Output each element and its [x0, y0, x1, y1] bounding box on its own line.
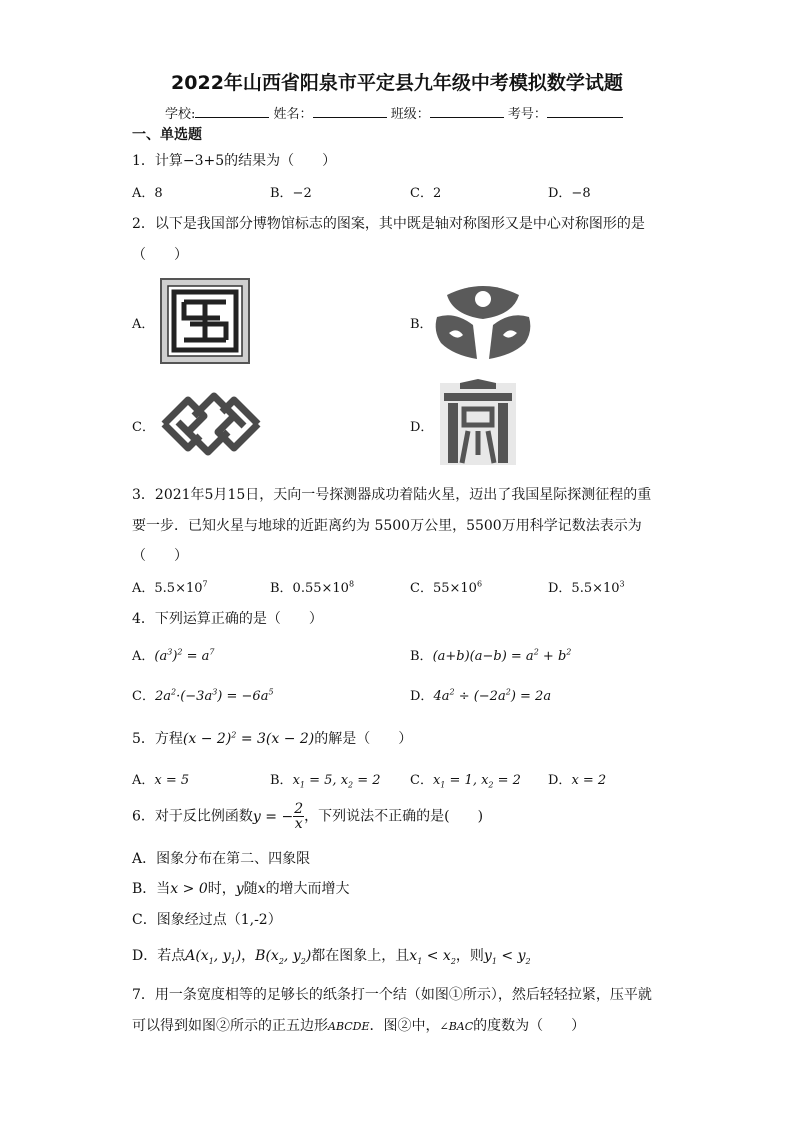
q6-option-d-pre: D．若点: [132, 948, 186, 964]
q3-option-d-text: D．5.5×10: [548, 581, 620, 596]
q4-option-b-formula: $(a+b)(a-b) = a^2 + b^2$: [432, 647, 572, 664]
q3-option-d[interactable]: [548, 577, 625, 596]
student-info-line: [165, 103, 623, 122]
q4-option-a-formula: $(a^3)^2 = a^7$: [154, 647, 215, 664]
q5-option-b[interactable]: [270, 769, 381, 790]
q6-option-d-point-b: $B(x_2$, $y_2$): [255, 948, 312, 966]
q6-option-d-point-a: $A(x_1$, $y_1$): [185, 948, 242, 966]
class-label: 班级：: [390, 107, 430, 122]
q5-option-d[interactable]: [548, 769, 606, 788]
q4-option-b-label: B．: [410, 649, 433, 664]
q6-option-d[interactable]: [132, 945, 531, 966]
q6-option-a[interactable]: A．图象分布在第二、四象限: [132, 851, 311, 867]
q6-option-d-mid3: ，则: [455, 948, 484, 964]
q6-option-b-cond: x > 0: [170, 881, 208, 897]
q6-stem-pre: 6．对于反比例函数: [132, 808, 253, 825]
q7-line2-mid: ．图②中，: [369, 1018, 440, 1034]
school-blank[interactable]: [195, 105, 269, 118]
q6-option-b[interactable]: [132, 878, 350, 898]
q6-option-d-result: $y_1 < y_2$: [483, 948, 531, 966]
q3-option-c-text: C．55×10: [410, 581, 477, 596]
section-heading: 一、单选题: [132, 127, 202, 143]
q2-option-d[interactable]: D．: [410, 420, 434, 435]
number-blank[interactable]: [547, 105, 623, 118]
q5-stem: [132, 728, 412, 748]
q4-option-d-formula: $4a^2 \div (-2a^2) = 2a$: [433, 687, 552, 704]
name-blank[interactable]: [313, 105, 387, 118]
q7-line2: [132, 1015, 585, 1035]
q5-option-a-label: A．: [132, 773, 155, 788]
school-label: 学校:: [165, 107, 196, 122]
q7-line2-post: 的度数为（ ）: [473, 1018, 586, 1034]
q1-option-b[interactable]: B．−2: [270, 186, 312, 201]
q6-option-c[interactable]: C．图象经过点（1,-2）: [132, 912, 282, 928]
q2-paren: （ ）: [132, 247, 188, 263]
q6-option-d-cond: $x_1 < x_2$: [409, 948, 456, 966]
q3-option-a-exp: 7: [202, 579, 208, 589]
q5-option-d-formula: x = 2: [571, 773, 607, 788]
q4-option-b[interactable]: [410, 645, 571, 664]
q7-angle: ∠BAC: [439, 1020, 474, 1033]
q4-option-a[interactable]: [132, 645, 215, 664]
q7-line2-pre: 可以得到如图②所示的正五边形: [132, 1018, 328, 1034]
name-label: 姓名：: [273, 107, 313, 122]
q5-option-c-label: C．: [410, 773, 433, 788]
page-title: 2022年山西省阳泉市平定县九年级中考模拟数学试题: [171, 72, 623, 94]
q6-option-b-mid: 时，: [207, 881, 236, 897]
q5-option-a[interactable]: [132, 769, 189, 788]
museum-logo-c-icon: [158, 384, 264, 464]
q6-option-b-y: y: [235, 881, 244, 897]
q6-function: y = − $\frac{2}{x}$: [252, 801, 304, 832]
q5-stem-post: 的解是（ ）: [314, 731, 413, 747]
q5-stem-pre: 5．方程: [132, 731, 183, 747]
q6-option-b-x: x: [257, 881, 266, 897]
q5-option-a-formula: x = 5: [154, 773, 190, 788]
q2-option-a[interactable]: A．: [132, 317, 155, 332]
class-blank[interactable]: [430, 105, 504, 118]
q3-option-c[interactable]: [410, 577, 482, 596]
q5-option-c-formula: $x_1 = 1$, $x_2 = 2$: [432, 773, 521, 790]
museum-logo-a-icon: [160, 278, 250, 364]
q4-option-c-label: C．: [132, 689, 155, 704]
q2-option-b[interactable]: B．: [410, 317, 433, 332]
q5-option-b-label: B．: [270, 773, 293, 788]
q6-stem: [132, 802, 483, 831]
q3-option-a[interactable]: [132, 577, 208, 596]
number-label: 考号：: [507, 107, 547, 122]
q5-equation: $(x - 2)^2 = 3(x - 2)$: [182, 730, 315, 747]
q6-option-d-mid: ，: [241, 948, 256, 964]
q4-option-c[interactable]: [132, 685, 274, 704]
q4-option-d[interactable]: [410, 685, 551, 704]
q1-option-a[interactable]: A．8: [132, 186, 163, 201]
q7-pentagon: ABCDE: [328, 1020, 370, 1033]
q1-option-d[interactable]: D．−8: [548, 186, 591, 201]
q3-option-b-text: B．0.55×10: [270, 581, 349, 596]
q4-option-d-label: D．: [410, 689, 434, 704]
q4-stem: 4．下列运算正确的是（ ）: [132, 611, 323, 627]
q1-option-c[interactable]: C．2: [410, 186, 442, 201]
q3-option-b[interactable]: [270, 577, 354, 596]
q3-option-b-exp: 8: [348, 579, 355, 589]
q6-stem-post: ，下列说法不正确的是( ): [304, 808, 484, 825]
q3-option-c-exp: 6: [476, 579, 483, 589]
q4-option-c-formula: $2a^2\cdot(-3a^3) = -6a^5$: [154, 687, 274, 704]
q6-option-b-pre: B．当: [132, 881, 171, 897]
museum-logo-b-icon: [433, 281, 533, 361]
q4-option-a-label: A．: [132, 649, 155, 664]
q5-option-d-label: D．: [548, 773, 572, 788]
q2-option-c[interactable]: C．: [132, 420, 155, 435]
q6-option-d-mid2: 都在图象上，且: [311, 948, 410, 964]
q3-option-d-exp: 3: [619, 579, 625, 589]
museum-logo-d-icon: [438, 379, 518, 467]
q1-stem: 1．计算−3+5的结果为（ ）: [132, 153, 337, 169]
q7-line1: 7．用一条宽度相等的足够长的纸条打一个结（如图①所示），然后轻轻拉紧，压平就: [132, 987, 652, 1003]
q5-option-c[interactable]: [410, 769, 521, 790]
q5-option-b-formula: $x_1 = 5$, $x_2 = 2$: [292, 773, 381, 790]
q3-line2: 要一步．已知火星与地球的近距离约为 5500万公里，5500万用科学记数法表示为: [132, 518, 642, 534]
q3-paren: （ ）: [132, 548, 188, 564]
q2-stem: 2．以下是我国部分博物馆标志的图案，其中既是轴对称图形又是中心对称图形的是: [132, 216, 645, 232]
q3-line1: 3．2021年5月15日，天向一号探测器成功着陆火星，迈出了我国星际探测征程的重: [132, 487, 652, 503]
q6-option-b-post: 的增大而增大: [265, 881, 350, 897]
q3-option-a-text: A．5.5×10: [132, 581, 203, 596]
q6-option-b-mid2: 随: [243, 881, 258, 897]
